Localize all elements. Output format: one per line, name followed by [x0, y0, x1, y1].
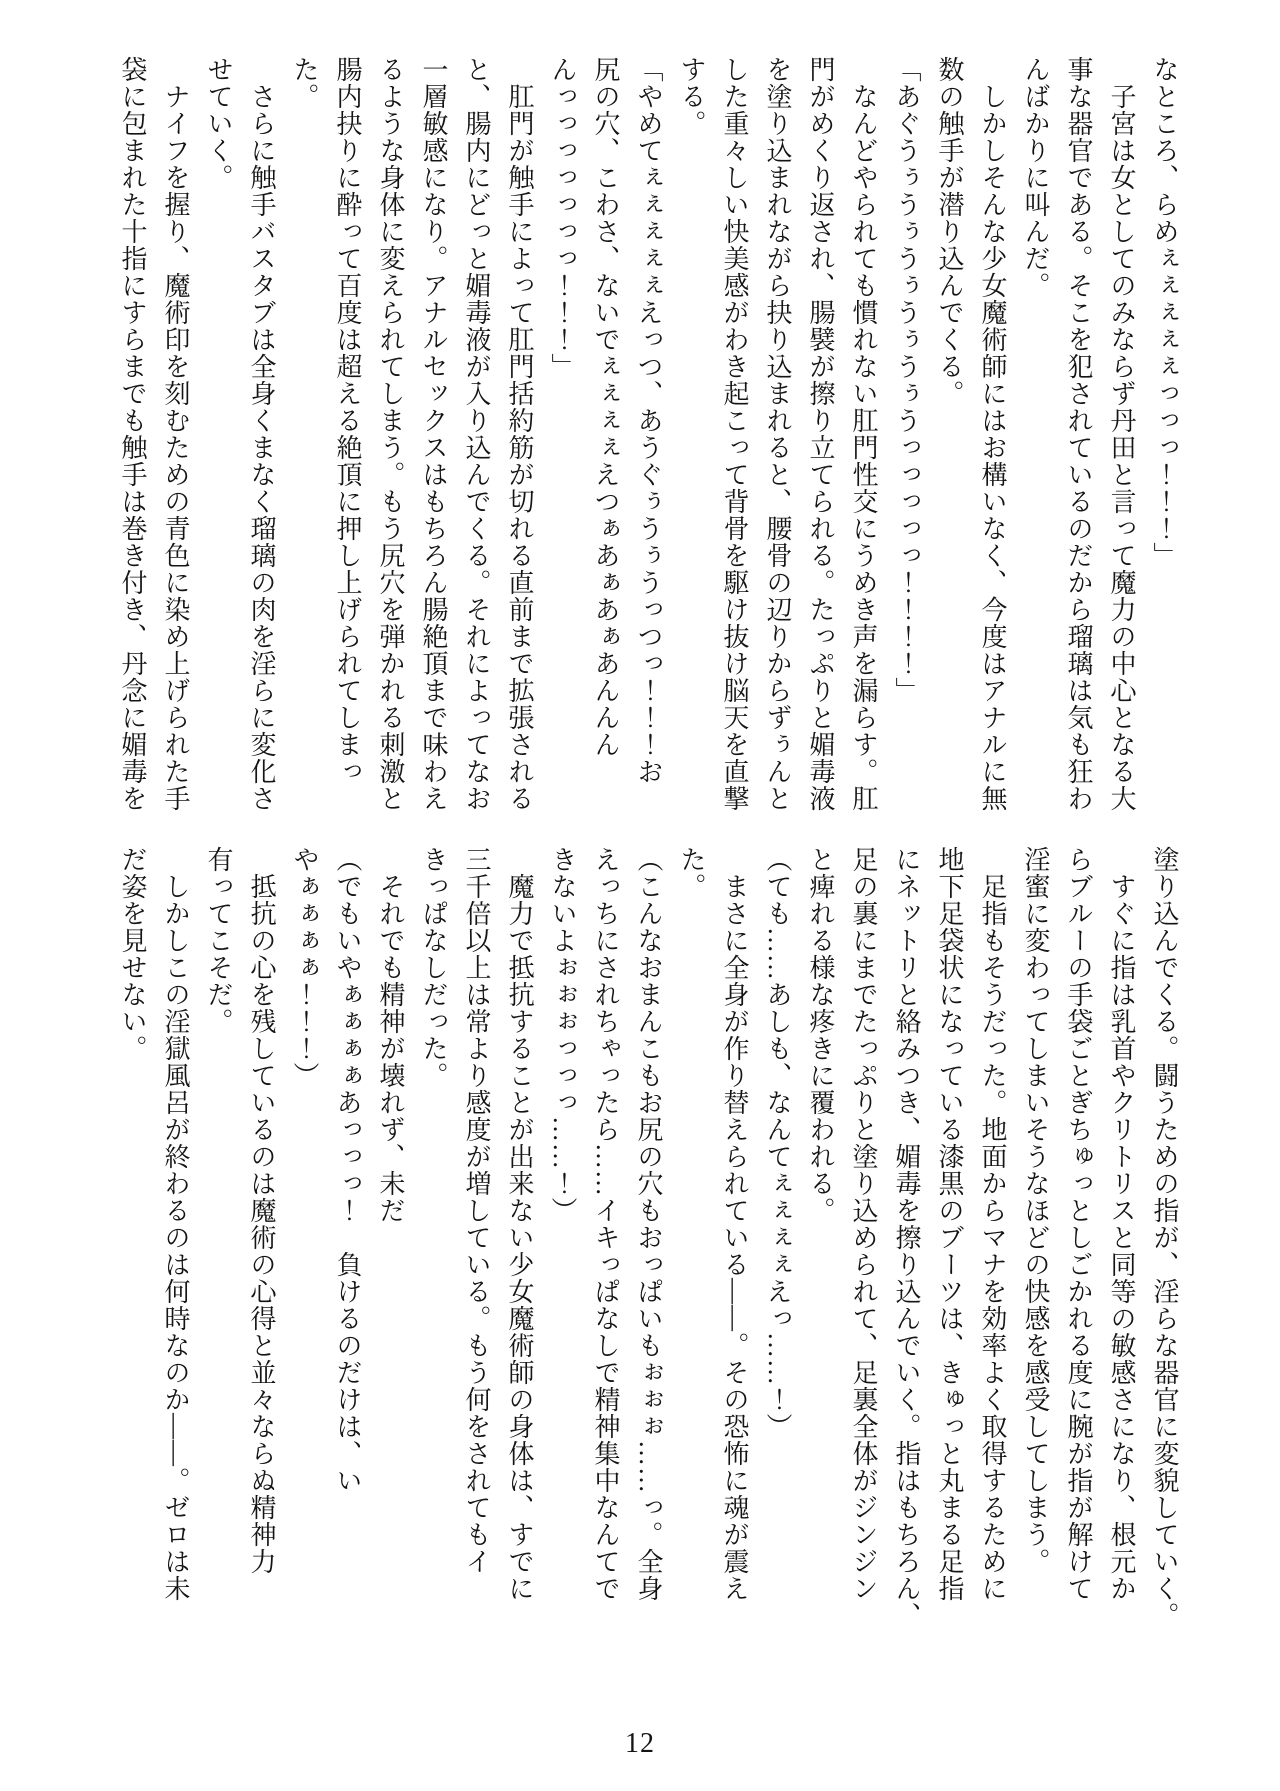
text-column: ナイフを握り、魔術印を刻むための青色に染め上げられた手	[161, 56, 190, 812]
bottom-text-block	[111, 846, 1186, 1666]
top-text-block	[111, 56, 1186, 828]
text-column: なんどやられても慣れない肛門性交にうめき声を漏らす。肛	[849, 56, 878, 812]
text-column: と、腸内にどっと媚毒液が入り込んでくる。それによってなお	[462, 56, 491, 812]
text-column: 子宮は女としてのみならず丹田と言って魔力の中心となる大	[1107, 56, 1136, 812]
page-number: 12	[625, 1728, 655, 1759]
text-column: 足指もそうだった。地面からマナを効率よく取得するために	[978, 846, 1007, 1602]
text-column: しかしこの淫獄風呂が終わるのは何時なのか――。ゼロは未	[161, 846, 190, 1602]
text-column: だ姿を見せない。	[118, 846, 147, 1062]
text-column: 肛門が触手によって肛門括約筋が切れる直前まで拡張される	[505, 56, 534, 812]
text-column: 魔力で抵抗することが出来ない少女魔術師の身体は、すでに	[505, 846, 534, 1602]
text-column: た。	[677, 846, 706, 900]
text-column: それでも精神が壊れず、未だ	[376, 846, 405, 1224]
text-column: 事な器官である。そこを犯されているのだから瑠璃は気も狂わ	[1064, 56, 1093, 812]
text-column: やぁぁぁぁ！！！）	[290, 846, 319, 1089]
text-column: きっぱなしだった。	[419, 846, 448, 1089]
text-column: 三千倍以上は常より感度が増している。もう何をされてもイ	[462, 846, 491, 1575]
text-column: えっちにされちゃったら……イキっぱなしで精神集中なんてで	[591, 846, 620, 1602]
text-column: と痺れる様な疼きに覆われる。	[806, 846, 835, 1224]
text-column: 有ってこそだ。	[204, 846, 233, 1035]
text-column: らブルーの手袋ごとぎちゅっとしごかれる度に腕が指が解けて	[1064, 846, 1093, 1602]
text-column: 淫蜜に変わってしまいそうなほどの快感を感受してしまう。	[1021, 846, 1050, 1575]
text-column: にネットリと絡みつき、媚毒を擦り込んでいく。指はもちろん、	[892, 846, 921, 1629]
text-column: すぐに指は乳首やクリトリスと同等の敏感さになり、根元か	[1107, 846, 1136, 1602]
text-column: 塗り込んでくる。闘うための指が、淫らな器官に変貌していく。	[1150, 846, 1179, 1629]
text-column: （ても……あしも、なんてぇぇぇぇえっ……！）	[763, 846, 792, 1440]
text-column: 地下足袋状になっている漆黒のブーツは、きゅっと丸まる足指	[935, 846, 964, 1602]
text-column: んっっっっっっっ！！！」	[548, 56, 577, 380]
text-column: 「やめてぇぇぇぇぇえっつ、あうぐぅうぅうっつっ！！！お	[634, 56, 663, 785]
text-column: （でもいやぁぁぁぁあっっっ！ 負けるのだけは、い	[333, 846, 362, 1494]
text-column: する。	[677, 56, 706, 137]
text-column: 数の触手が潜り込んでくる。	[935, 56, 964, 407]
text-column: まさに全身が作り替えられている――。その恐怖に魂が震え	[720, 846, 749, 1602]
text-column: さらに触手バスタブは全身くまなく瑠璃の肉を淫らに変化さ	[247, 56, 276, 812]
text-column: 尻の穴、こわさ、ないでぇぇぇぇえつぁあぁあぁあんんん	[591, 56, 620, 758]
text-column: 「あぐうぅうぅうぅうぅうぅうっっっっっ！！！！」	[892, 56, 921, 704]
text-column: しかしそんな少女魔術師にはお構いなく、今度はアナルに無	[978, 56, 1007, 812]
text-column: 抵抗の心を残しているのは魔術の心得と並々ならぬ精神力	[247, 846, 276, 1575]
text-column: 一層敏感になり。アナルセックスはもちろん腸絶頂まで味わえ	[419, 56, 448, 812]
text-column: 足の裏にまでたっぷりと塗り込められて、足裏全体がジンジン	[849, 846, 878, 1602]
text-column: した重々しい快美感がわき起こって背骨を駆け抜け脳天を直撃	[720, 56, 749, 812]
text-column: なところ、らめぇぇぇぇぇっっっ！！！」	[1150, 56, 1179, 569]
text-column: んばかりに叫んだ。	[1021, 56, 1050, 299]
text-column: せていく。	[204, 56, 233, 191]
text-column: （こんなおまんこもお尻の穴もおっぱいもぉぉぉ……っ。全身	[634, 846, 663, 1602]
text-column: きないよぉぉぉっっっ……！）	[548, 846, 577, 1224]
text-column: 腸内抉りに酔って百度は超える絶頂に押し上げられてしまっ	[333, 56, 362, 785]
text-column: た。	[290, 56, 319, 110]
text-column: 袋に包まれた十指にすらまでも触手は巻き付き、丹念に媚毒を	[118, 56, 147, 812]
text-column: 門がめくり返され、腸襞が擦り立てられる。たっぷりと媚毒液	[806, 56, 835, 812]
text-column: を塗り込まれながら抉り込まれると、腰骨の辺りからずぅんと	[763, 56, 792, 812]
text-column: るような身体に変えられてしまう。もう尻穴を弾かれる刺激と	[376, 56, 405, 812]
